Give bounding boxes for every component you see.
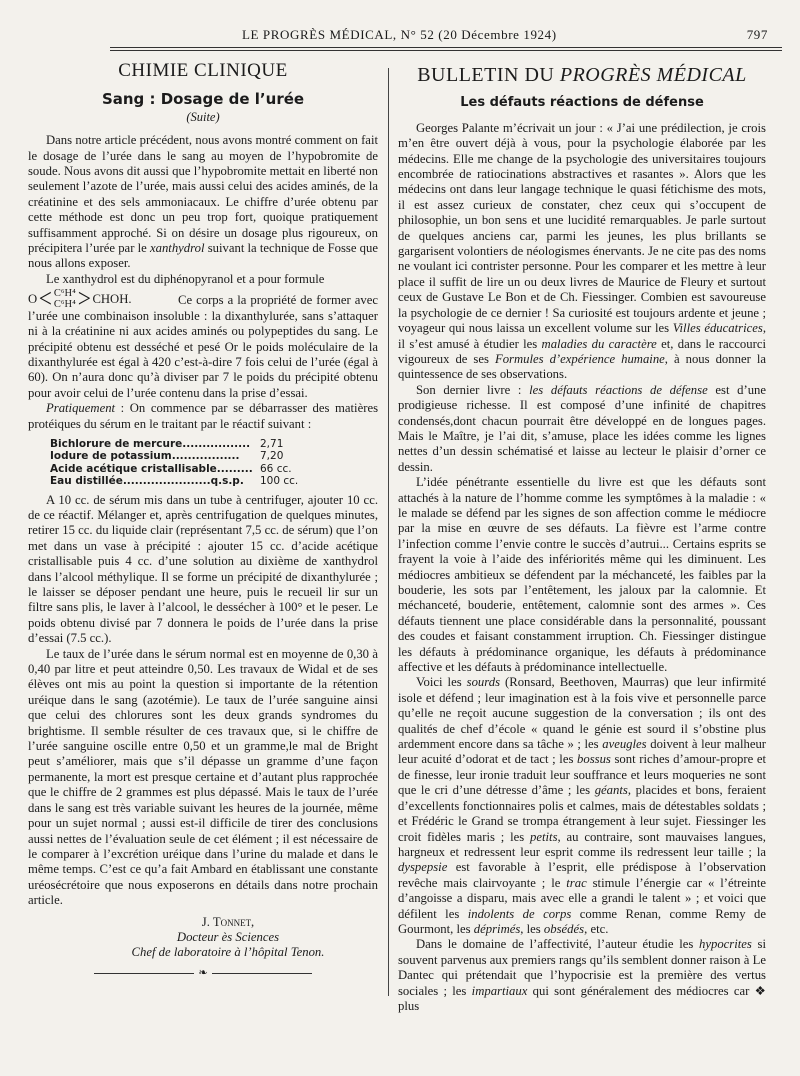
paragraph: Son dernier livre : les défauts réactions de défense est d’une prodigieuse richesse. Il est composé d’une infinité de chapitres condensés,dont chacun pourrait être développé en de longues pages. Mais le Maître, je l’ai dit, s’amuse, place les idées comme les lignes nettes d’un dessin schématisé et laisse au lecteur le plaisir d’orner ce dessin. xyxy=(398,382,767,474)
article-title-sang: Sang : Dosage de l’urée xyxy=(101,90,305,109)
paragraph: A 10 cc. de sérum mis dans un tube à centrifuger, ajouter 10 cc. de ce réactif. Mélanger et, après centrifugation de quelques minutes, retirer 15 cc. du liquide clair (représentant 7,5 cc. de sérum) que l’on met dans un vase à précipité : ajouter 15 cc. d’acide acétique cristallisable puis 4 cc. d’une solution au dixième de xanthydrol dans l’alcool méthylique. Il se forme un précipité de dixanthylurée ; le laisser se déposer pendant une heure, puis le recueil lir sur un filtre sans plis, le laver à l’alcool, le dessécher à 100° et le peser. Le poids obtenu divisé par 7 donnera le poids de l’urée dans la prise d’essai (7.5 cc.). xyxy=(28,492,378,646)
journal-header: LE PROGRÈS MÉDICAL, N° 52 (20 Décembre 1924) xyxy=(242,27,557,42)
right-column xyxy=(398,58,766,1014)
paragraph: Le taux de l’urée dans le sérum normal est en moyenne de 0,30 à 0,40 par litre et peut atteindre 0,50. Les travaux de Widal et de ses élèves ont mis au point la question si importante de la rétention uréique dans le sang (azotémie). Le taux de l’urée sanguine ainsi que celui des chlorures sont les deux grands syndromes du brightisme. Il semble résulter de ces travaux que, si le chiffre de l’urée sanguine oscille entre 0,50 et un gramme,le mal de Bright peut s’améliorer, mais que s’il dépasse un gramme d’une façon permanente, la mort est presque certaine et d’autant plus rapprochée que le chiffre de 2 grammes est plus dépassé. Mais le taux de l’urée dans le sang est très variable suivant les heures de la journée, même pour un sujet normal ; aussi est-il difficile de tirer des conclusions aussi nettes de l’évaluation seule de cet élément ; il est nécessaire de le comparer à l’excrétion uréique dans l’urine du malade et dans le même temps. C’est ce qu’a fait Ambard en établissant une constante uréosécrétoire que nous exposerons en détails dans notre prochain article. xyxy=(28,646,378,908)
reagent-row: Eau distillée......................q.s.p. 100 cc. xyxy=(50,475,299,488)
running-head xyxy=(30,27,770,47)
paragraph: Voici les sourds (Ronsard, Beethoven, Maurras) que leur infirmité isole et défend ; leur imagination est à la fois vive et personnelle parce qu’elle ne reçoit aucune suggestion de la conversation ; ils ont des qualités de chef d’école « quand le génie est sourd il s’obstine plus ardemment encore dans sa tâche » ; les aveugles doivent à leur malheur leur acuité d’odorat et de tact ; les bossus sont riches d’amour-propre et de finesse, leur ironie traduit leur souffrance et leurs moqueries ne sont que le cri d’une détresse d’âme ; les géants, placides et bons, feraient d’excellents fonctionnaires polis et calmes, mais de détestables soldats ; et Frédéric le Grand se trompa étrangement à leur sujet. Fiessinger les croit fidèles maris ; les petits, au contraire, sont mauvaises langues, hargneux et redressent leur esprit comme ils redressent leur taille ; la dyspepsie est favorable à l’esprit, elle prédispose à l’observation revêche mais clairvoyante ; le trac stimule l’énergie car « l’étreinte d’angoisse a disparu, mais avec elle a grandi le talent » ; et voici que défilent les indolents de corps comme Renan, comme Remy de Gourmont, les déprimés, les obsédés, etc. xyxy=(398,675,767,936)
header-rule-double xyxy=(110,50,782,51)
author-name: J. Tonnet, xyxy=(201,914,255,929)
left-column xyxy=(28,58,378,981)
column-divider xyxy=(388,68,389,996)
author-position: Chef de laboratoire à l’hôpital Tenon. xyxy=(131,944,325,959)
author-degree: Docteur ès Sciences xyxy=(176,929,280,944)
paragraph: L’idée pénétrante essentielle du livre est que les défauts sont attachés à la nature de l’homme comme les symptômes à la maladie : « le malade se défend par les signes de son affection comme le médiocre par la mise en œuvre de ses défauts. La fièvre est l’arme contre l’infection comme l’envie contre le succès d’autrui... Certains esprits se frayent la voie à l’aide des infériorités même qui les diminuent. Les médiocres ambitieux se défendent par la méchanceté, les faibles par la bouderie, les sots par l’entêtement, les jaloux par la calomnie. Et méchanceté, bouderie, entêtement, calomnie sont des armes ». Ces défauts tiennent une place considérable dans la personnalité, poussant des coudes et faisant constamment irruption. Ch. Fiessinger distingue les défauts à prédominance organique, les défauts à prédominance affective et les défauts à prédominance intellectuelle. xyxy=(398,475,766,675)
chemical-formula: O < C⁶H⁴ C⁶H⁴ > CHOH. xyxy=(28,284,132,314)
reagent-row: Acide acétique cristallisable......... 66 cc. xyxy=(50,462,292,475)
paragraph: Dans le domaine de l’affectivité, l’auteur étudie les hypocrites si souvent parvenus aux premiers rangs qu’ils semblent donner raison à Le Dantec qui prétendait que l’hypocrisie est la première des vertus sociales ; les impartiaux qui sont généralement des médiocres car ❖ plus xyxy=(398,937,767,1013)
article-subtitle: (Suite) xyxy=(186,109,220,124)
paragraph: Dans notre article précédent, nous avons montré comment on fait le dosage de l’urée dans le sang au moyen de l’hypobromite de soude. Nous avons dit aussi que l’hypobromite mettait en liberté non seulement l’azote de l’urée, mais aussi celui des acides aminés, de la créatinine et des sels ammoniacaux. Le chiffre d’urée obtenu par cette méthode est donc un peu trop fort, quoique pratiquement suffisamment approché. Si on désire un dosage plus rigoureux, on précipitera l’urée par le xanthydrol suivant la technique de Fosse que nous allons exposer. xyxy=(28,133,379,271)
header-rule xyxy=(110,47,782,48)
paragraph: Le xanthydrol est du diphénopyranol et a pour formule xyxy=(46,271,325,286)
article-title-defauts: Les défauts réactions de défense xyxy=(460,95,704,111)
reagent-row: Bichlorure de mercure................. 2,71 xyxy=(50,437,284,450)
signature xyxy=(28,915,378,960)
section-heading-chimie: CHIMIE CLINIQUE xyxy=(118,60,288,81)
paragraph: Pratiquement : On commence par se débarrasser des matières protéiques du sérum en le traitant par le réactif suivant : xyxy=(28,401,379,431)
page-number: 797 xyxy=(746,27,768,42)
section-heading-bulletin: BULLETIN DU PROGRÈS MÉDICAL xyxy=(417,64,747,86)
paragraph: Georges Palante m’écrivait un jour : « J’ai une prédilection, je crois m’en être ouvert déjà à vous, pour la psychologie élaborée par les médecins. Elle me change de la psychologie des universitaires toujours encombrée de ratiocinations abstractives et rasantes ». Alors que les médecins ont dans leur langage technique le quasi fétichisme des mots, il est assez curieux de constater, chez ceux qui s’occupent de philosophie, un bon sens et une lucidité remarquables. Je parle surtout de quelques anciens car, parmi les jeunes, les plus brillants se gargarisent volontiers de néologismes énervants. Je ne cite pas des noms ne voulant ici contrister personne. Pour les comparer et les mettre à leur place il suffit de lire un ou deux livres de Maurice de Fleury et surtout ceux de Gustave Le Bon et de Ch. Fiessinger. Combien est savoureuse la psychologie de ce dernier ! Sa curiosité est toujours ardente et jeune ; voyageur qui nous laissa un excellent volume sur les Villes éducatrices, il s’est amusé à étudier les maladies du caractère et, dans le raccourci vigoureux de ses Formules d’expérience humaine, à nous donner la quintessence de ses observations. xyxy=(398,120,766,382)
paragraph: Ce corps a la propriété de former avec l’urée une combinaison insoluble : la dixanthylurée, sans s’attaquer ni à la créatinine ni aux acides aminés ou polypeptides du sang. Le précipité obtenu est desséché et pesé Or le poids moléculaire de la dixanthylurée est égal à 420 c’est-à-dire 7 fois celui de l’urée (égal à 60). On n’aura donc qu’à diviser par 7 le poids du précipité obtenu pour avoir celui de l’urée contenu dans la prise d’essai. xyxy=(28,293,378,400)
end-ornament: ❧ xyxy=(28,966,378,981)
reagent-row: Iodure de potassium................. 7,20 xyxy=(50,450,284,463)
reagent-list xyxy=(50,438,378,488)
